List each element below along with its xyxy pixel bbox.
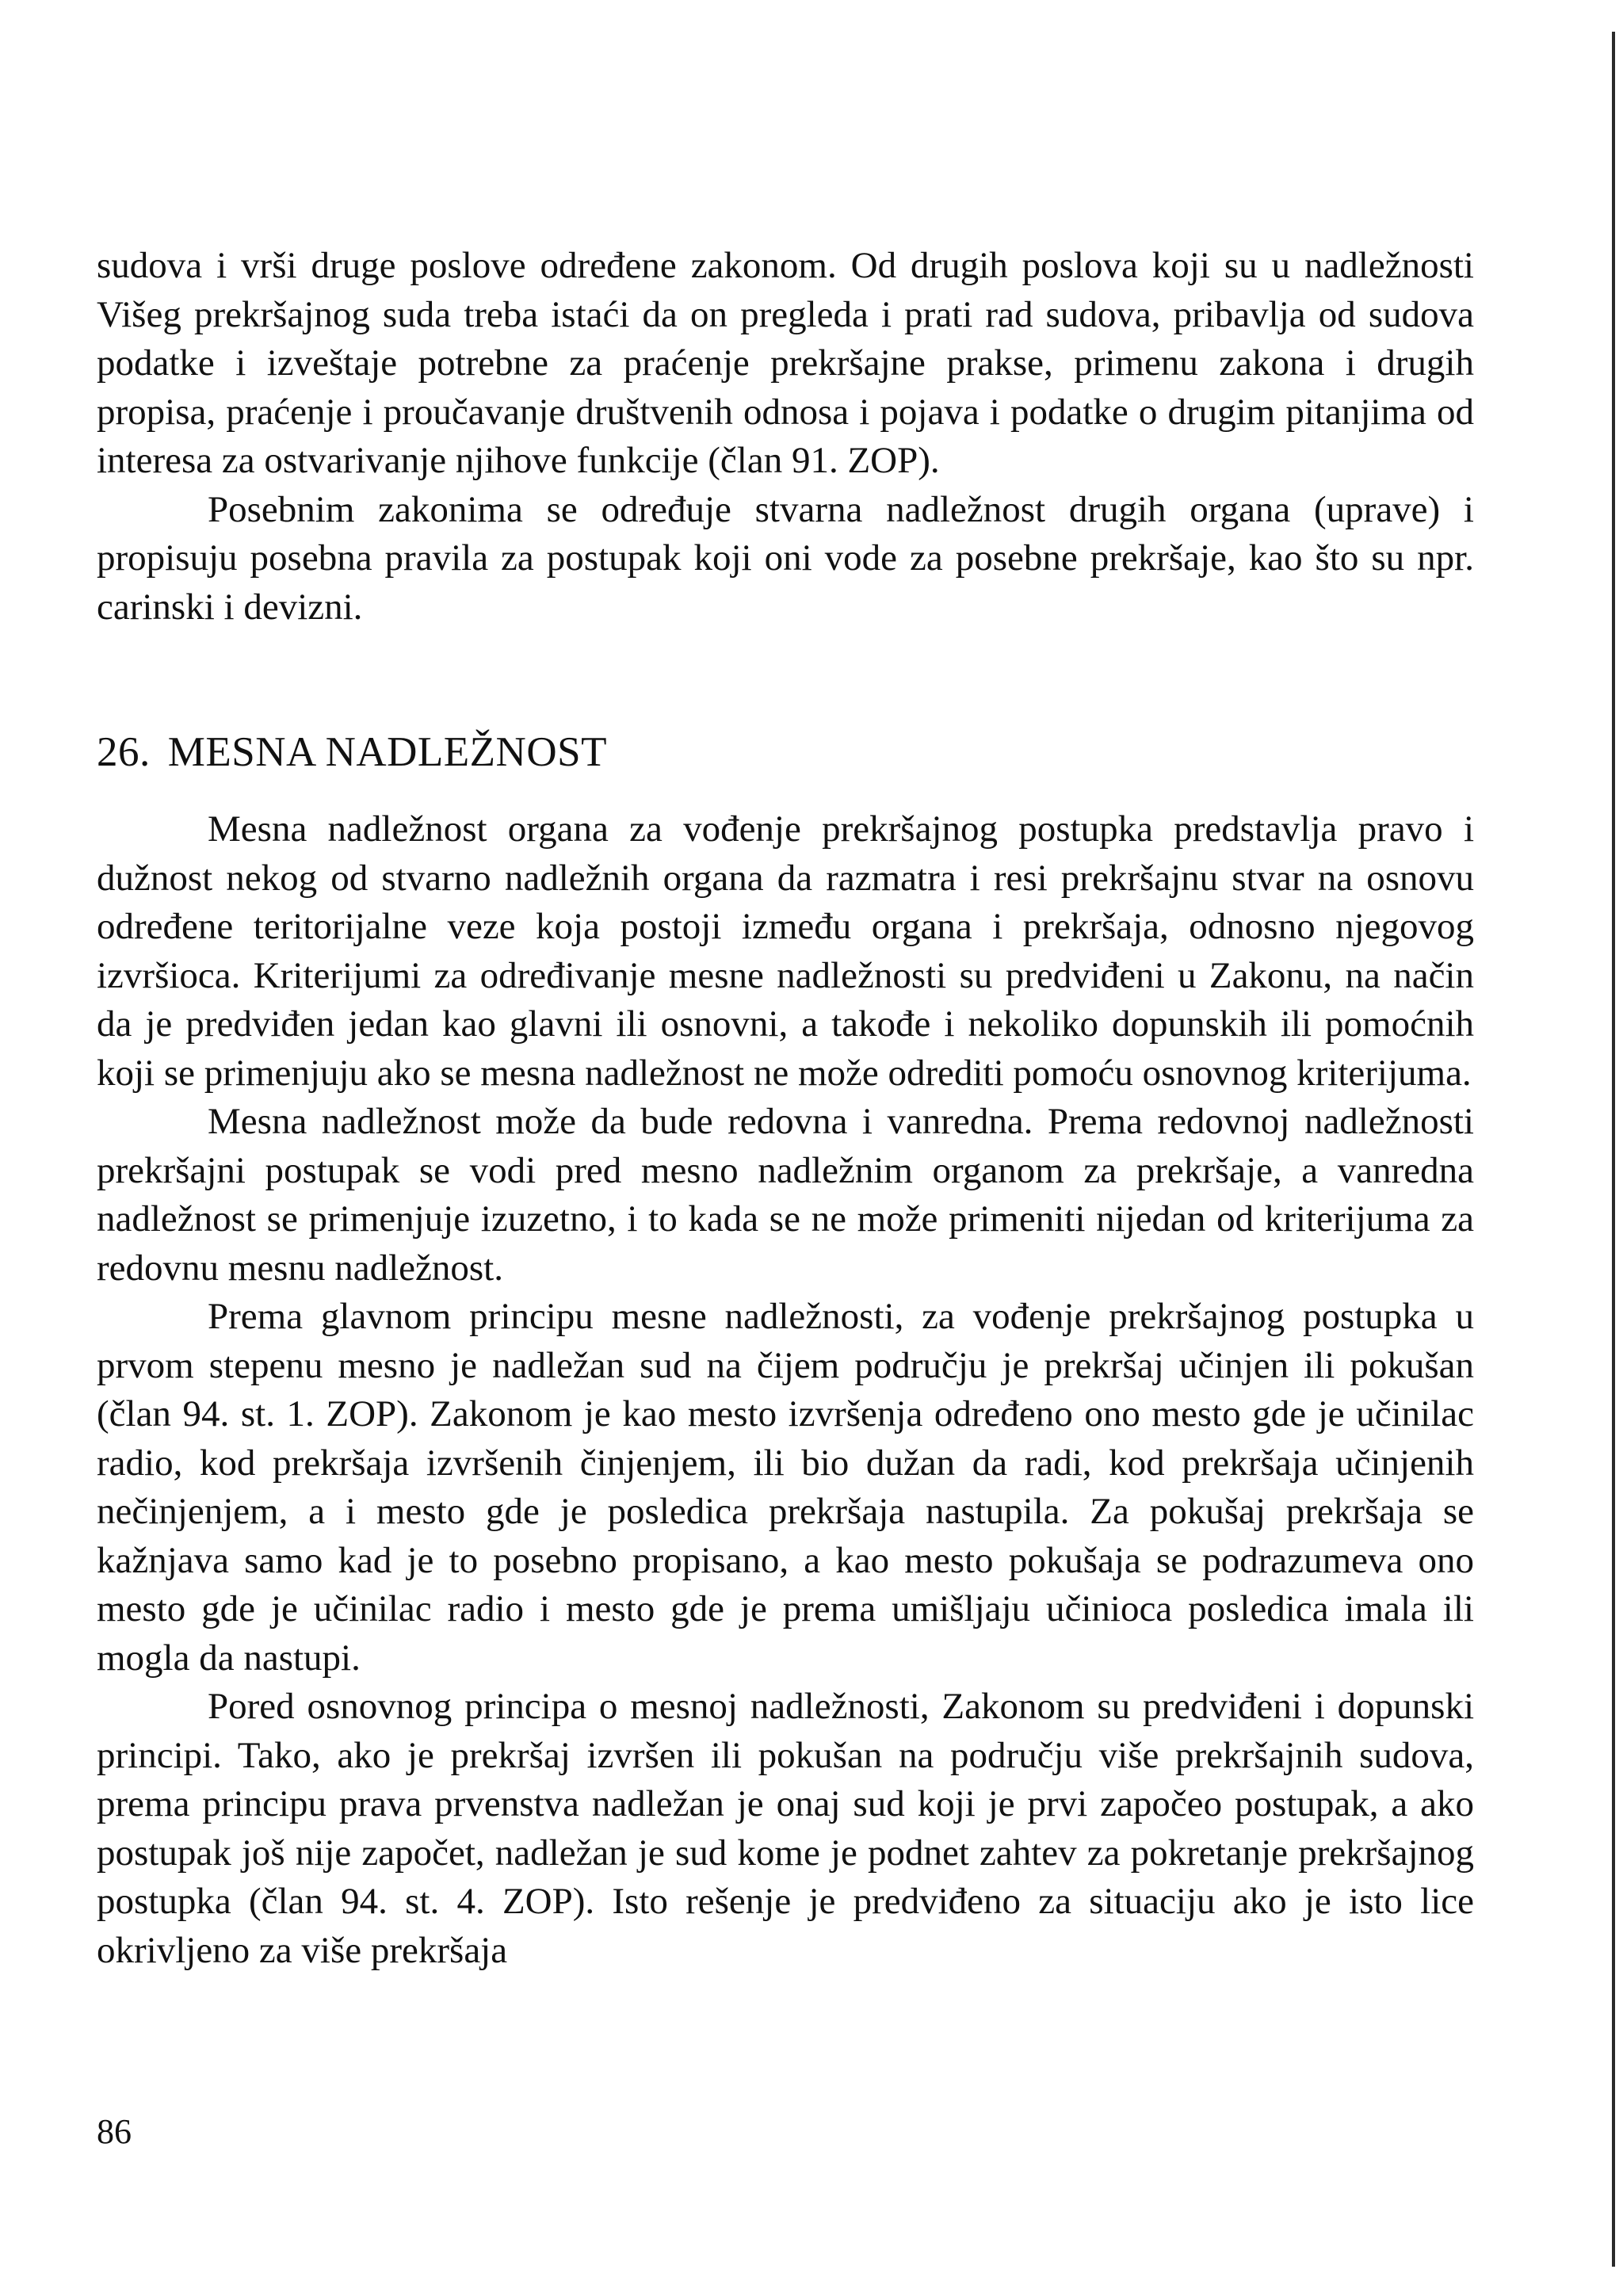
paragraph: Mesna nadležnost može da bude redovna i vanredna. Prema redovnoj nadležnosti prekršajni postupak se vodi pred mesno nadležnim organom za prekršaje, a vanredna nadležnost se primenjuje izuzetno, i to kada se ne može primeniti nijedan od kriterijuma za redovnu mesnu nadležnost. <box>97 1101 1474 1289</box>
page-body <box>97 242 1474 1975</box>
paragraph: Mesna nadležnost organa za vođenje prekršajnog postupka predstavlja pravo i dužnost nekog od stvarno nadležnih organa da razmatra i resi prekršajnu stvar na osnovu određene teritorijalne veze koja postoji između organa i prekršaja, odnosno njegovog izvršioca. Kriterijumi za određivanje mesne nadležnosti su predviđeni u Zakonu, na način da je predviđen jedan kao glavni ili osnovni, a takođe i nekoliko dopunskih ili pomoćnih koji se primenjuju ako se mesna nadležnost ne može odrediti pomoću osnovnog kriterijuma. <box>97 808 1474 1094</box>
section-title: MESNA NADLEŽNOST <box>167 729 607 775</box>
section-heading <box>97 727 1474 777</box>
paragraph: Posebnim zakonima se određuje stvarna nadležnost drugih organa (uprave) i propisuju posebna pravila za postupak koji oni vode za posebne prekršaje, kao što su npr. carinski i devizni. <box>97 488 1474 628</box>
paragraph: Prema glavnom principu mesne nadležnosti, za vođenje prekršajnog postupka u prvom stepenu mesno je nadležan sud na čijem području je prekršaj učinjen ili pokušan (član 94. st. 1. ZOP). Zakonom je kao mesto izvršenja određeno ono mesto gde je učinilac radio, kod prekršaja izvršenih činjenjem, ili bio dužan da radi, kod prekršaja učinjenih nečinjenjem, a i mesto gde je posledica prekršaja nastupila. Za pokušaj prekršaja se kažnjava samo kad je to posebno propisano, a kao mesto pokušaja se podrazumeva ono mesto gde je učinilac radio i mesto gde je prema umišljaju učinioca posledica imala ili mogla da nastupi. <box>97 1296 1474 1679</box>
page-number: 86 <box>97 2112 132 2151</box>
section-number: 26. <box>97 729 151 775</box>
paragraph: Pored osnovnog principa o mesnoj nadležnosti, Zakonom su predviđeni i dopunski principi. Tako, ako je prekršaj izvršen ili pokušan na području više prekršajnih sudova, prema principu prava prvenstva nadležan je onaj sud koji je prvi započeo postupak, a ako postupak još nije započet, nadležan je sud kome je podnet zahtev za pokretanje prekršajnog postupka (član 94. st. 4. ZOP). Isto rešenje je predviđeno za situaciju ako je isto lice okrivljeno za više prekršaja <box>97 1686 1474 1971</box>
paragraph-continued: sudova i vrši druge poslove određene zakonom. Od drugih poslova koji su u nadležnosti Višeg prekršajnog suda treba istaći da on pregleda i prati rad sudova, pribavlja od sudova podatke i izveštaje potrebne za praćenje prekršajne prakse, primenu zakona i drugih propisa, praćenje i proučavanje društvenih odnosa i pojava i podatke o drugim pitanjima od interesa za ostvarivanje njihove funkcije (član 91. ZOP). <box>97 245 1474 481</box>
scan-edge-line <box>1612 32 1615 2267</box>
